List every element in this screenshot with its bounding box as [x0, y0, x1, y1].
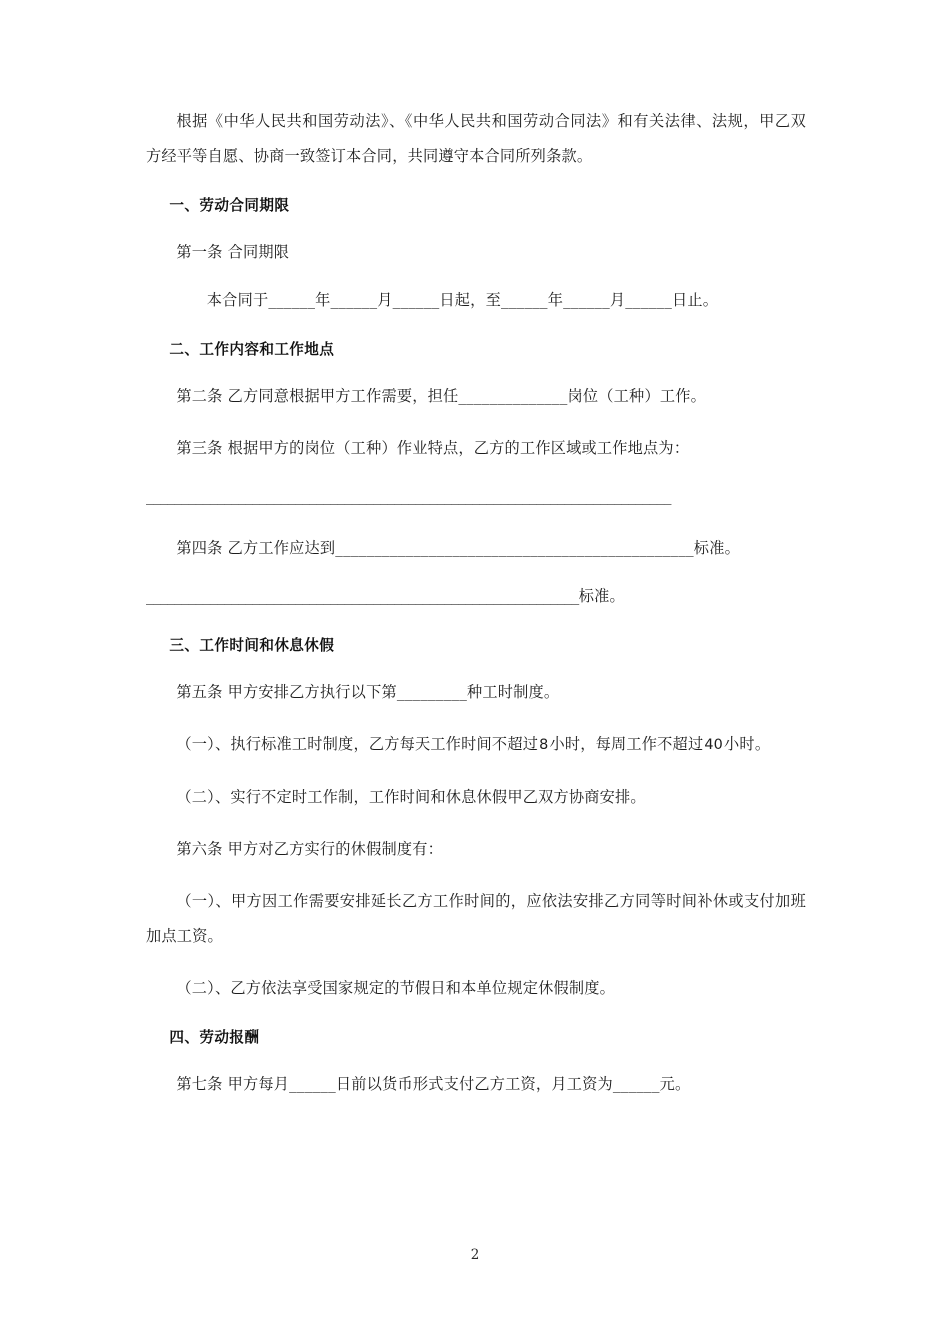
clause-4-fill-rule-line: [146, 579, 806, 614]
clause-5-paragraph: 第五条 甲方安排乙方执行以下第_________种工时制度。: [176, 683, 560, 701]
clause-4-fill-rule: _____________________________________________________________: [146, 587, 579, 605]
clause-4-paragraph: 第四条 乙方工作应达到______________________________________________标准。: [176, 539, 740, 557]
section-heading-2: 二、工作内容和工作地点: [169, 341, 335, 358]
clause-6-item-1: （一）、甲方因工作需要安排延长乙方工作时间的，应依法安排乙方同等时间补休或支付加班加点工资。: [146, 892, 806, 945]
section-heading-3: 三、工作时间和休息休假: [169, 637, 335, 654]
daily-hours-value: 8: [539, 737, 549, 753]
clause-7-paragraph: 第七条 甲方每月______日前以货币形式支付乙方工资，月工资为______元。: [176, 1075, 691, 1093]
clause-2-paragraph: 第二条 乙方同意根据甲方工作需要，担任______________岗位（工种）工作。: [176, 387, 706, 405]
clause-1-label: 第一条 合同期限: [176, 243, 290, 261]
weekly-hours-value: 40: [704, 737, 724, 753]
section-heading-4: 四、劳动报酬: [169, 1029, 260, 1046]
clause-6-paragraph: 第六条 甲方对乙方实行的休假制度有：: [176, 840, 444, 858]
clause-1-term-line: 本合同于______年______月______日起，至______年______月______日止。: [206, 291, 719, 309]
clause-3-fill-rule: __________________________________________________________________________: [146, 487, 671, 505]
clause-5-item-2: （二）、实行不定时工作制，工作时间和休息休假甲乙双方协商安排。: [176, 788, 646, 806]
section-heading-1: 一、劳动合同期限: [169, 197, 290, 214]
preamble-paragraph: 根据《中华人民共和国劳动法》、《中华人民共和国劳动合同法》和有关法律、法规，甲乙双方经平等自愿、协商一致签订本合同，共同遵守本合同所列条款。: [146, 112, 806, 165]
clause-5-item-1-post: 小时。: [724, 735, 771, 753]
clause-3-paragraph: 第三条 根据甲方的岗位（工种）作业特点，乙方的工作区域或工作地点为：: [176, 439, 690, 457]
clause-5-item-1-pre: （一）、执行标准工时制度，乙方每天工作时间不超过: [176, 735, 539, 753]
page-number: 2: [470, 1247, 480, 1263]
clause-6-item-2: （二）、乙方依法享受国家规定的节假日和本单位规定休假制度。: [176, 979, 616, 997]
clause-5-item-1-mid: 小时，每周工作不超过: [549, 735, 704, 753]
clause-5-item-1: [146, 727, 806, 763]
clause-4-standard-suffix: 标准。: [578, 587, 625, 605]
document-body: [146, 104, 806, 1119]
